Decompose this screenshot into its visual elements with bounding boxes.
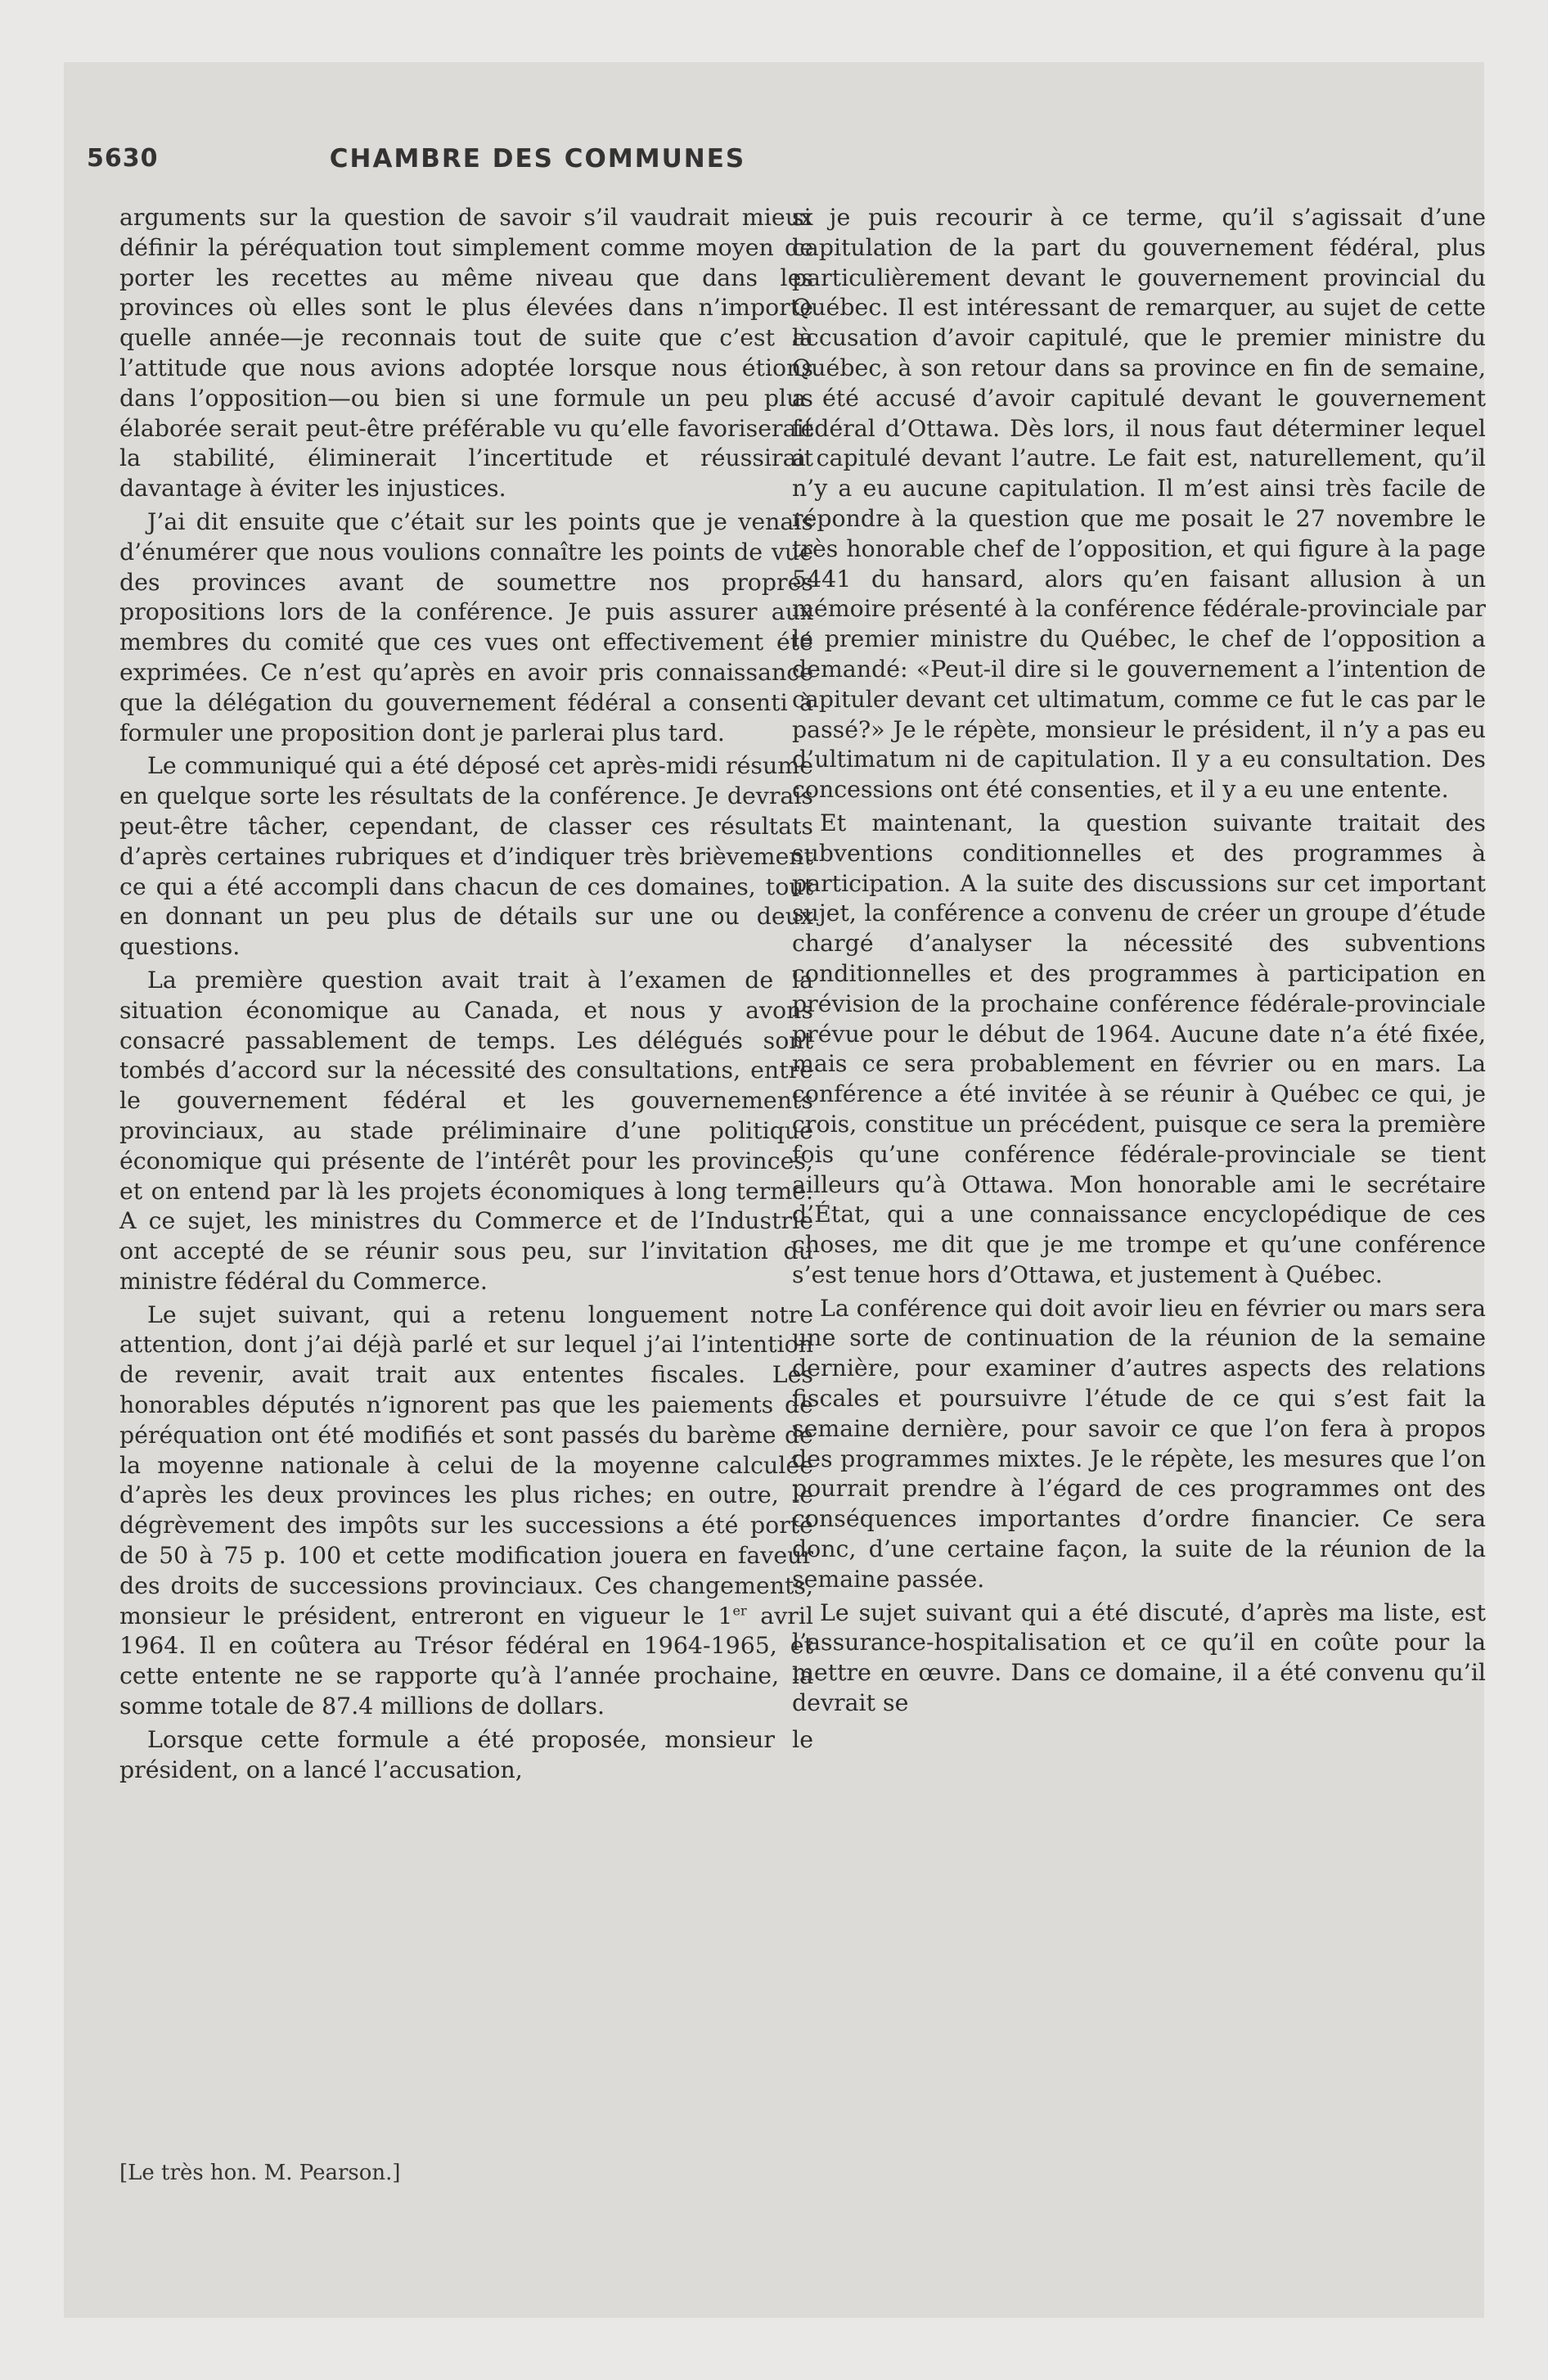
left-paragraph-5 bbox=[119, 1300, 813, 1722]
page-number: 5630 bbox=[87, 144, 159, 173]
left-paragraph-2: J’ai dit ensuite que c’était sur les points que je venais d’énumérer que nous voulions connaître les points de vue des provinces avant de soumettre nos propres propositions lors de la conférence. Je puis assurer aux membres du comité que ces vues ont effectivement été exprimées. Ce n’est qu’après en avoir pris connaissance que la délégation du gouvernement fédéral a consenti à formuler une proposition dont je parlerai plus tard. bbox=[119, 507, 813, 746]
ordinal-superscript: er bbox=[732, 1602, 747, 1619]
right-paragraph-3: La conférence qui doit avoir lieu en février ou mars sera une sorte de continuation de la réunion de la semaine dernière, pour examiner d’autres aspects des relations fiscales et poursuivre l’étude de ce qui s’est fait la semaine dernière, pour savoir ce que l’on fera à propos des programmes mixtes. Je le répète, les mesures que l’on pourrait prendre à l’égard de ces programmes ont des conséquences importantes d’ordre financier. Ce sera donc, d’une certaine façon, la suite de la réunion de la semaine passée. bbox=[792, 1294, 1486, 1593]
left-paragraph-1: arguments sur la question de savoir s’il vaudrait mieux définir la péréquation tout simplement comme moyen de porter les recettes au même niveau que dans les provinces où elles sont le plus élevées dans n’importe quelle année—je reconnais tout de suite que c’est là l’attitude que nous avions adoptée lorsque nous étions dans l’opposition—ou bien si une formule un peu plus élaborée serait peut-être préférable vu qu’elle favoriserait la stabilité, éliminerait l’incertitude et réussirait davantage à éviter les injustices. bbox=[119, 204, 813, 503]
left-paragraph-6: Lorsque cette formule a été proposée, monsieur le président, on a lancé l’accusation, bbox=[119, 1725, 813, 1783]
right-column bbox=[792, 203, 1486, 1719]
left-paragraph-5-text-b: avril 1964. Il en coûtera au Trésor fédéral en 1964-1965, et cette entente ne se rapporte qu’à l’année prochaine, la somme totale de 87.4 millions de dollars. bbox=[119, 1602, 813, 1720]
left-paragraph-5-text-a: Le sujet suivant, qui a retenu longuement notre attention, dont j’ai déjà parlé et sur lequel j’ai l’intention de revenir, avait trait aux ententes fiscales. Les honorables députés n’ignorent pas que les paiements de péréquation ont été modifiés et sont passés du barème de la moyenne nationale à celui de la moyenne calculée d’après les deux provinces les plus riches; en outre, le dégrèvement des impôts sur les successions a été porté de 50 à 75 p. 100 et cette modification jouera en faveur des droits de successions provinciaux. Ces changements, monsieur le président, entreront en vigueur le 1 bbox=[119, 1300, 813, 1629]
speaker-footer: [Le très hon. M. Pearson.] bbox=[119, 2161, 401, 2185]
page-header bbox=[87, 144, 988, 180]
left-column bbox=[119, 203, 813, 1785]
left-paragraph-3: Le communiqué qui a été déposé cet après-midi résume en quelque sorte les résultats de la conférence. Je devrais peut-être tâcher, cependant, de classer ces résultats d’après certaines rubriques et d’indiquer très brièvement ce qui a été accompli dans chacun de ces domaines, tout en donnant un peu plus de détails sur une ou deux questions. bbox=[119, 752, 813, 961]
running-head: CHAMBRE DES COMMUNES bbox=[329, 144, 746, 174]
right-paragraph-1: si je puis recourir à ce terme, qu’il s’agissait d’une capitulation de la part du gouvernement fédéral, plus particulièrement devant le gouvernement provincial du Québec. Il est intéressant de remarquer, au sujet de cette accusation d’avoir capitulé, que le premier ministre du Québec, à son retour dans sa province en fin de semaine, a été accusé d’avoir capitulé devant le gouvernement fédéral d’Ottawa. Dès lors, il nous faut déterminer lequel a capitulé devant l’autre. Le fait est, naturellement, qu’il n’y a eu aucune capitulation. Il m’est ainsi très facile de répondre à la question que me posait le 27 novembre le très honorable chef de l’opposition, et qui figure à la page 5441 du hansard, alors qu’en faisant allusion à un mémoire présenté à la conférence fédérale-provinciale par le premier ministre du Québec, le chef de l’opposition a demandé: «Peut-il dire si le gouvernement a l’intention de capituler devant cet ultimatum, comme ce fut le cas par le passé?» Je le répète, monsieur le président, il n’y a pas eu d’ultimatum ni de capitulation. Il y a eu consultation. Des concessions ont été consenties, et il y a eu une entente. bbox=[792, 204, 1486, 804]
left-paragraph-4: La première question avait trait à l’examen de la situation économique au Canada, et nous y avons consacré passablement de temps. Les délégués sont tombés d’accord sur la nécessité des consultations, entre le gouvernement fédéral et les gouvernements provinciaux, au stade préliminaire d’une politique économique qui présente de l’intérêt pour les provinces, et on entend par là les projets économiques à long terme. A ce sujet, les ministres du Commerce et de l’Industrie ont accepté de se réunir sous peu, sur l’invitation du ministre fédéral du Commerce. bbox=[119, 966, 813, 1295]
right-paragraph-2: Et maintenant, la question suivante traitait des subventions conditionnelles et des programmes à participation. A la suite des discussions sur cet important sujet, la conférence a convenu de créer un groupe d’étude chargé d’analyser la nécessité des subventions conditionnelles et des programmes à participation en prévision de la prochaine conférence fédérale-provinciale prévue pour le début de 1964. Aucune date n’a été fixée, mais ce sera probablement en février ou en mars. La conférence a été invitée à se réunir à Québec ce qui, je crois, constitue un précédent, puisque ce sera la première fois qu’une conférence fédérale-provinciale se tient ailleurs qu’à Ottawa. Mon honorable ami le secrétaire d’État, qui a une connaissance encyclopédique de ces choses, me dit que je me trompe et qu’une conférence s’est tenue hors d’Ottawa, et justement à Québec. bbox=[792, 809, 1486, 1288]
right-paragraph-4: Le sujet suivant qui a été discuté, d’après ma liste, est l’assurance-hospitalisation et ce qu’il en coûte pour la mettre en œuvre. Dans ce domaine, il a été convenu qu’il devrait se bbox=[792, 1598, 1486, 1717]
